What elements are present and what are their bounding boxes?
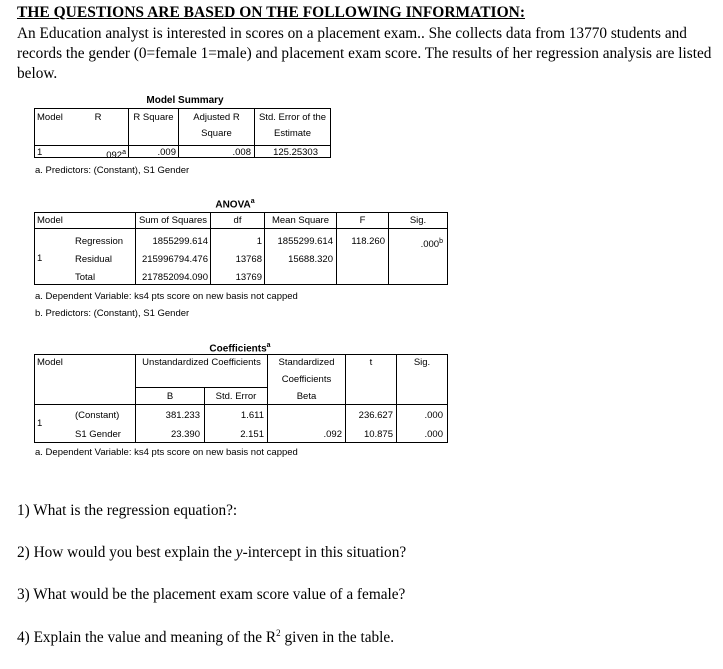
row-f: 118.260	[351, 236, 385, 247]
header-sig: Sig.	[413, 357, 431, 368]
question-2: 2) How would you best explain the y-intercept in this situation?	[17, 544, 407, 561]
coefficients-title: Coefficients$^a$	[209, 342, 271, 355]
header-standardized: Standardized	[278, 357, 335, 368]
header-adjusted-r: Adjusted R	[193, 112, 240, 123]
header-beta: Beta	[296, 391, 317, 402]
row-std-error: 125.25303	[273, 147, 318, 158]
anova-model-number: 1	[37, 253, 43, 264]
header-standardized-coefficients: Coefficients	[281, 374, 332, 385]
header-b: B	[166, 391, 174, 402]
table-rule	[34, 354, 447, 355]
header-std-error-estimate: Estimate	[274, 128, 311, 139]
table-rule	[34, 228, 447, 229]
header-model: Model	[37, 357, 63, 368]
anova-note-predictors: b. Predictors: (Constant), S1 Gender	[35, 308, 190, 319]
row-t: 10.875	[363, 429, 393, 440]
header-unstandardized: Unstandardized Coefficients	[142, 357, 261, 368]
anova-title: ANOVA$^a$	[215, 198, 255, 211]
row-adjusted-r-square: .008	[232, 147, 251, 158]
coefficients-model-number: 1	[37, 418, 43, 429]
row-model: 1	[37, 147, 43, 158]
header-r-square: R Square	[133, 112, 174, 123]
header-std-error: Std. Error	[215, 391, 257, 402]
row-r-square: .009	[157, 147, 176, 158]
question-1: 1) What is the regression equation?:	[17, 502, 238, 519]
row-mean-square: 1855299.614	[277, 236, 333, 247]
table-rule	[34, 442, 447, 443]
table-rule	[34, 354, 35, 443]
row-df: 1	[256, 236, 262, 247]
row-r: .092$^a$	[103, 149, 126, 162]
table-rule	[34, 212, 447, 213]
header-t: t	[369, 357, 373, 368]
header-sum-of-squares: Sum of Squares	[138, 215, 208, 226]
header-df: df	[233, 215, 242, 226]
row-std-error: 1.611	[240, 410, 264, 421]
row-t: 236.627	[358, 410, 393, 421]
anova-note-dependent: a. Dependent Variable: ks4 pts score on new basis not capped	[35, 291, 298, 302]
header-adjusted-r-square: Square	[201, 128, 232, 139]
question-3: 3) What would be the placement exam score value of a female?	[17, 586, 406, 603]
row-df: 13768	[235, 254, 262, 265]
coefficients-note: a. Dependent Variable: ks4 pts score on new basis not capped	[35, 447, 298, 458]
row-sum-of-squares: 217852094.090	[141, 272, 208, 283]
row-df: 13769	[235, 272, 262, 283]
table-rule	[447, 212, 448, 285]
row-sig: .000	[424, 429, 443, 440]
header-mean-square: Mean Square	[271, 215, 330, 226]
intro-paragraph: An Education analyst is interested in scores on a placement exam.. She collects data from 13770 students and records the gender (0=female 1=male) and placement exam score. The results of her regression analysis are listed below.	[17, 25, 712, 82]
row-b: 381.233	[165, 410, 200, 421]
model-summary-note: a. Predictors: (Constant), S1 Gender	[35, 165, 190, 176]
row-mean-square: 15688.320	[288, 254, 333, 265]
row-label: Total	[75, 272, 96, 283]
header-sig: Sig.	[409, 215, 427, 226]
table-rule	[34, 212, 35, 285]
row-sig: .000$^b$	[420, 238, 443, 251]
row-beta: .092	[323, 429, 342, 440]
table-rule	[135, 387, 267, 388]
row-label: Residual	[75, 254, 112, 265]
table-rule	[34, 404, 447, 405]
header-model: Model	[37, 215, 63, 226]
row-label: (Constant)	[75, 410, 120, 421]
row-label: Regression	[75, 236, 124, 247]
header-f: F	[359, 215, 366, 226]
row-sum-of-squares: 1855299.614	[152, 236, 208, 247]
row-label: S1 Gender	[75, 429, 121, 440]
table-rule	[34, 145, 330, 146]
header-std-error: Std. Error of the	[258, 112, 327, 123]
page-heading: THE QUESTIONS ARE BASED ON THE FOLLOWING INFORMATION:	[17, 4, 526, 21]
row-sum-of-squares: 215996794.476	[141, 254, 208, 265]
table-rule	[34, 108, 35, 158]
row-std-error: 2.151	[240, 429, 264, 440]
table-rule	[34, 108, 330, 109]
table-rule	[34, 284, 447, 285]
model-summary-title: Model Summary	[146, 95, 224, 106]
table-rule	[447, 354, 448, 443]
question-4: 4) Explain the value and meaning of the $R^2$ given in the table.	[17, 628, 395, 647]
header-r: R	[94, 112, 102, 123]
row-b: 23.390	[170, 429, 200, 440]
header-model: Model	[37, 112, 63, 123]
row-sig: .000	[424, 410, 443, 421]
table-rule	[330, 108, 331, 158]
